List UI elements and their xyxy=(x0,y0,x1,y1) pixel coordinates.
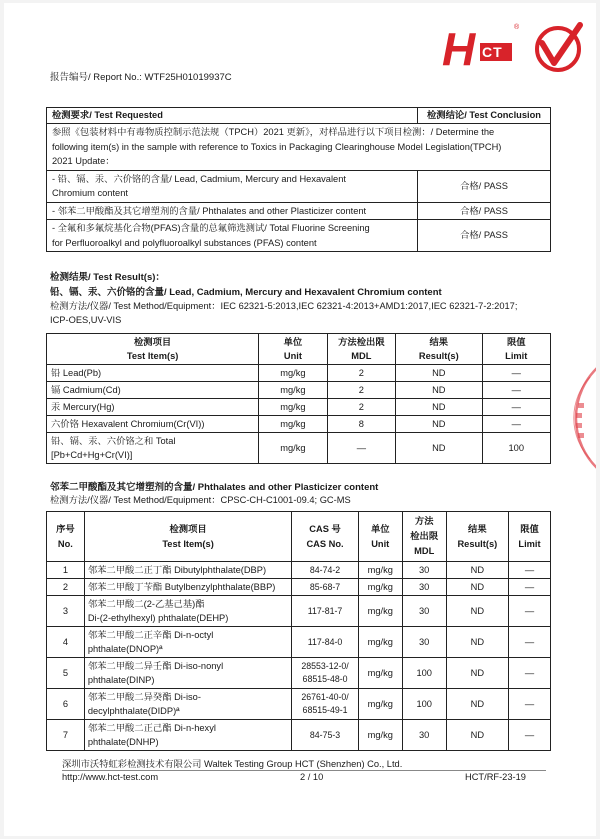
header-result: 结果 Result(s) xyxy=(446,512,508,562)
header-cas: CAS 号 CAS No. xyxy=(292,512,358,562)
table-row: 5 邻苯二甲酸二异壬酯 Di-iso-nonyl phthalate(DINP) 28553-12-0/ 68515-48-0 mg/kg 100 ND — xyxy=(47,658,551,689)
footer-divider xyxy=(62,770,546,771)
requested-row: - 全氟和多氟烷基化合物(PFAS)含量的总氟筛选测试/ Total Fluorine Screening for Perfluoroalkyl and polyfluoroalkyl substances (PFAS) content 合格/ PASS xyxy=(47,220,551,252)
heavy-metals-table xyxy=(46,333,551,464)
col-test-conclusion: 检测结论/ Test Conclusion xyxy=(418,108,551,124)
hct-logo xyxy=(442,19,584,73)
header-no: 序号 No. xyxy=(47,512,85,562)
results-title: 检测结果/ Test Result(s)： xyxy=(50,272,165,283)
header-limit: 限值 Limit xyxy=(482,334,550,365)
report-page xyxy=(4,3,596,836)
table-row-sum: 铅、镉、汞、六价铬之和 Total [Pb+Cd+Hg+Cr(VI)] mg/kg — ND 100 xyxy=(47,433,551,464)
phthalates-title: 邻苯二甲酸酯及其它增塑剂的含量/ Phthalates and other Plasticizer content xyxy=(50,482,379,493)
footer-page-number: 2 / 10 xyxy=(300,772,324,782)
header-unit: 单位 Unit xyxy=(259,334,327,365)
requested-row: - 邻苯二甲酸酯及其它增塑剂的含量/ Phthalates and other Plasticizer content 合格/ PASS xyxy=(47,202,551,220)
footer-website: http://www.hct-test.com xyxy=(62,772,159,782)
conclusion-pass: 合格/ PASS xyxy=(418,170,551,202)
col-test-requested: 检测要求/ Test Requested xyxy=(47,108,418,124)
heavy-metals-method: 检测方法/仪器/ Test Method/Equipment：IEC 62321-5:2013,IEC 62321-4:2013+AMD1:2017,IEC 62321-7-2:2017; ICP-OES,UV-VIS xyxy=(50,301,518,325)
svg-text:®: ® xyxy=(514,24,520,31)
conclusion-pass: 合格/ PASS xyxy=(418,220,551,252)
header-result: 结果 Result(s) xyxy=(396,334,482,365)
table-row: 2 邻苯二甲酸丁苄酯 Butylbenzylphthalate(BBP) 85-68-7 mg/kg 30 ND — xyxy=(47,579,551,596)
header-mdl: 方法检出限 MDL xyxy=(327,334,395,365)
table-row: 3 邻苯二甲酸二(2-乙基己基)酯 Di-(2-ethylhexyl) phthalate(DEHP) 117-81-7 mg/kg 30 ND — xyxy=(47,596,551,627)
svg-text:H: H xyxy=(442,23,476,73)
heavy-metals-title: 铅、镉、汞、六价铬的含量/ Lead, Cadmium, Mercury and Hexavalent Chromium content xyxy=(50,287,442,298)
table-row: 1 邻苯二甲酸二正丁酯 Dibutylphthalate(DBP) 84-74-2 mg/kg 30 ND — xyxy=(47,562,551,579)
test-requested-table xyxy=(46,107,551,252)
table-row: 汞 Mercury(Hg) mg/kg 2 ND — xyxy=(47,399,551,416)
footer-form-number: HCT/RF-23-19 xyxy=(465,772,526,782)
footer-company: 深圳市沃特虹彩检测技术有限公司 Waltek Testing Group HCT (Shenzhen) Co., Ltd. xyxy=(62,759,403,769)
phthalates-method: 检测方法/仪器/ Test Method/Equipment：CPSC-CH-C1001-09.4; GC-MS xyxy=(50,495,351,505)
report-number: 报告编号/ Report No.: WTF25H01019937C xyxy=(50,72,232,83)
seal-stamp-fragment xyxy=(560,363,596,473)
table-row: 7 邻苯二甲酸二正己酯 Di-n-hexyl phthalate(DNHP) 84-75-3 mg/kg 30 ND — xyxy=(47,720,551,751)
requested-intro: 参照《包装材料中有毒物质控制示范法规（TPCH）2021 更新》，对样品进行以下项目检测：/ Determine the following item(s) in the sample with reference to Toxics in Packaging Clearinghouse Model Legislation(TPCH) 2021 Update： xyxy=(47,124,551,171)
table-row: 铅 Lead(Pb) mg/kg 2 ND — xyxy=(47,365,551,382)
phthalates-table xyxy=(46,511,551,751)
header-unit: 单位 Unit xyxy=(358,512,402,562)
table-row: 六价铬 Hexavalent Chromium(Cr(VI)) mg/kg 8 ND — xyxy=(47,416,551,433)
header-limit: 限值 Limit xyxy=(509,512,551,562)
table-row: 6 邻苯二甲酸二异癸酯 Di-iso-decylphthalate(DIDP)ª 26761-40-0/ 68515-49-1 mg/kg 100 ND — xyxy=(47,689,551,720)
table-row: 镉 Cadmium(Cd) mg/kg 2 ND — xyxy=(47,382,551,399)
conclusion-pass: 合格/ PASS xyxy=(418,202,551,220)
svg-text:CT: CT xyxy=(482,44,503,60)
header-test-item: 检测项目 Test Item(s) xyxy=(47,334,259,365)
header-mdl: 方法 检出限 MDL xyxy=(402,512,446,562)
header-test-item: 检测项目 Test Item(s) xyxy=(84,512,292,562)
table-row: 4 邻苯二甲酸二正辛酯 Di-n-octyl phthalate(DNOP)ª 117-84-0 mg/kg 30 ND — xyxy=(47,627,551,658)
requested-row: - 铅、镉、汞、六价铬的含量/ Lead, Cadmium, Mercury and Hexavalent Chromium content 合格/ PASS xyxy=(47,170,551,202)
